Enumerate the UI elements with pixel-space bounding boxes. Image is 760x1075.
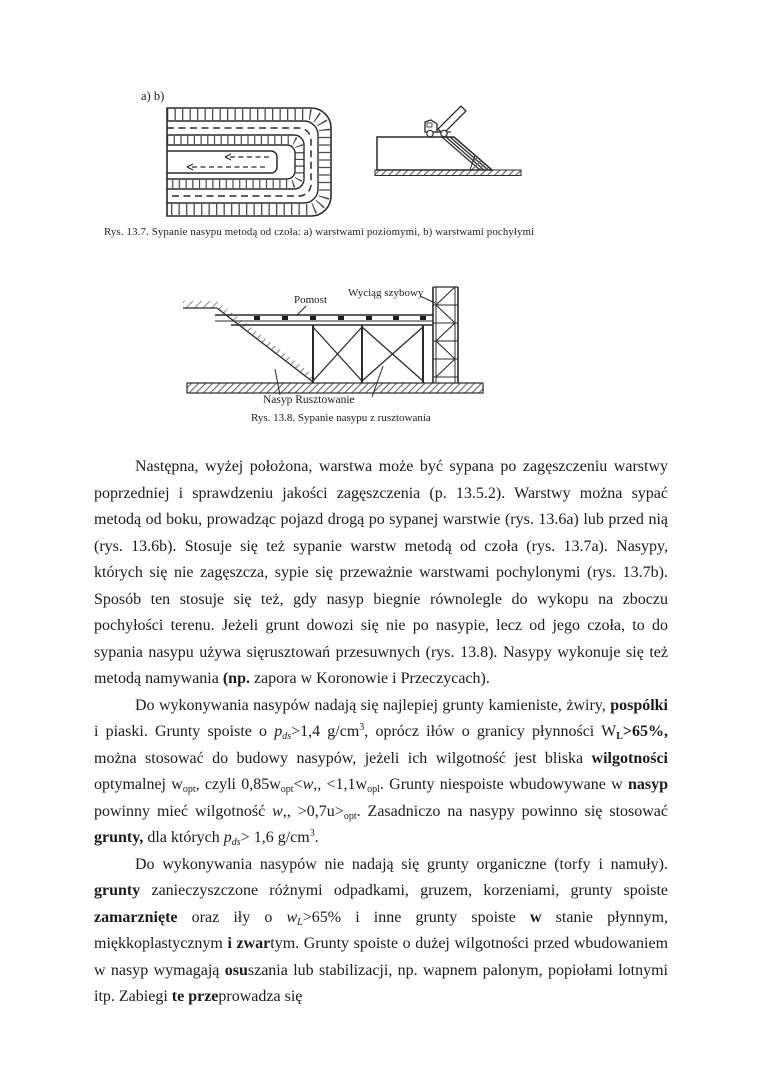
trestle-bents — [313, 325, 423, 383]
paragraph-2: Do wykonywania nasypów nadają się najlepiej grunty kamieniste, żwiry, pospólki i piaski. Grunty spoiste o $p_{ds}>1,4$ $g/cm^3$, oprócz iłów o granicy płynności $W_L>65\%$, można stosować do budowy nasypów, jeżeli ich wilgotność jest bliska wilgotności optymalnej $w_{opt}$, czyli $0,85w_{opt}<w$,, $<1,1w_{opl}$. Grunty niespoiste wbudowywane w nasyp powinny mieć wilgotność w,, $>0,7u>_{opt}$. Zasadniczo na nasypy powinno się stosować grunty, dla których $p_{ds}> 1,6$ $g/cm^3$. — [94, 696, 669, 848]
body-text — [94, 454, 668, 1011]
direction-arrows — [187, 154, 269, 170]
deck-beams — [254, 316, 426, 320]
figure-13-8-label-nasyp-rusztowanie: Nasyp Rusztowanie — [263, 394, 355, 406]
label-leader-lines — [275, 296, 435, 397]
figure-13-8-label-pomost: Pomost — [294, 294, 328, 306]
hoist-tower — [433, 287, 458, 383]
figure-13-8-scaffold-diagram — [183, 285, 513, 412]
paragraph-3: Do wykonywania nasypów nie nadają się grunty organiczne (torfy i namuły). grunty zanieczyszczone różnymi odpadkami, gruzem, korzeniami, grunty spoiste zamarznięte oraz iły o $w_L>65\%$ i inne grunty spoiste w stanie płynnym, miękkoplastycznym i zwartym. Grunty spoiste o dużej wilgotności przed wbudowaniem w nasyp wymagają osuszania lub stabilizacji, np. wapnem palonym, popiołami lotnymi itp. Zabiegi te przeprowadza się — [94, 855, 669, 1005]
platform-deck — [215, 315, 433, 325]
layer-bands — [167, 108, 331, 216]
figure-13-8-caption: Rys. 13.8. Sypanie nasypu z rusztowania — [251, 412, 431, 424]
ground-hatch — [375, 170, 521, 176]
paragraph-1: Następna, wyżej położona, warstwa może być sypana po zagęszczeniu warstwy poprzedniej i sprawdzeniu jakości zagęszczenia (p. 13.5.2). Warstwy można sypać metodą od boku, prowadząc pojazd drogą po sypanej warstwie (rys. 13.6a) lub przed nią (rys. 13.6b). Stosuje się też sypanie warstw metodą od czoła (rys. 13.7a). Nasypy, których się nie zagęszcza, sypie się przeważnie warstwami pochylonymi (rys. 13.7b). Sposób ten stosuje się też, gdy nasyp biegnie równolegle do wykopu na zboczu pochyłości terenu. Jeżeli grunt dowozi się nie po nasypie, lecz od jego czoła, to do sypania nasypu używa sięrusztowań przesuwnych (rys. 13.8). Nasypy wykonuje się też metodą namywania (np. zapora w Koronowie i Przeczycach). — [94, 458, 668, 687]
figure-13-7-panel-labels: a) b) — [141, 89, 165, 103]
figure-13-7-caption: Rys. 13.7. Sypanie nasypu metodą od czoła: a) warstwami poziomymi, b) warstwami pochyłymi — [104, 226, 535, 238]
figure-13-8-label-wyciag-szybowy: Wyciąg szybowy — [348, 287, 424, 299]
dump-truck-icon — [425, 106, 466, 137]
figure-13-7a-plan-view-diagram — [165, 106, 333, 218]
figure-13-7b-truck-diagram — [373, 91, 523, 176]
